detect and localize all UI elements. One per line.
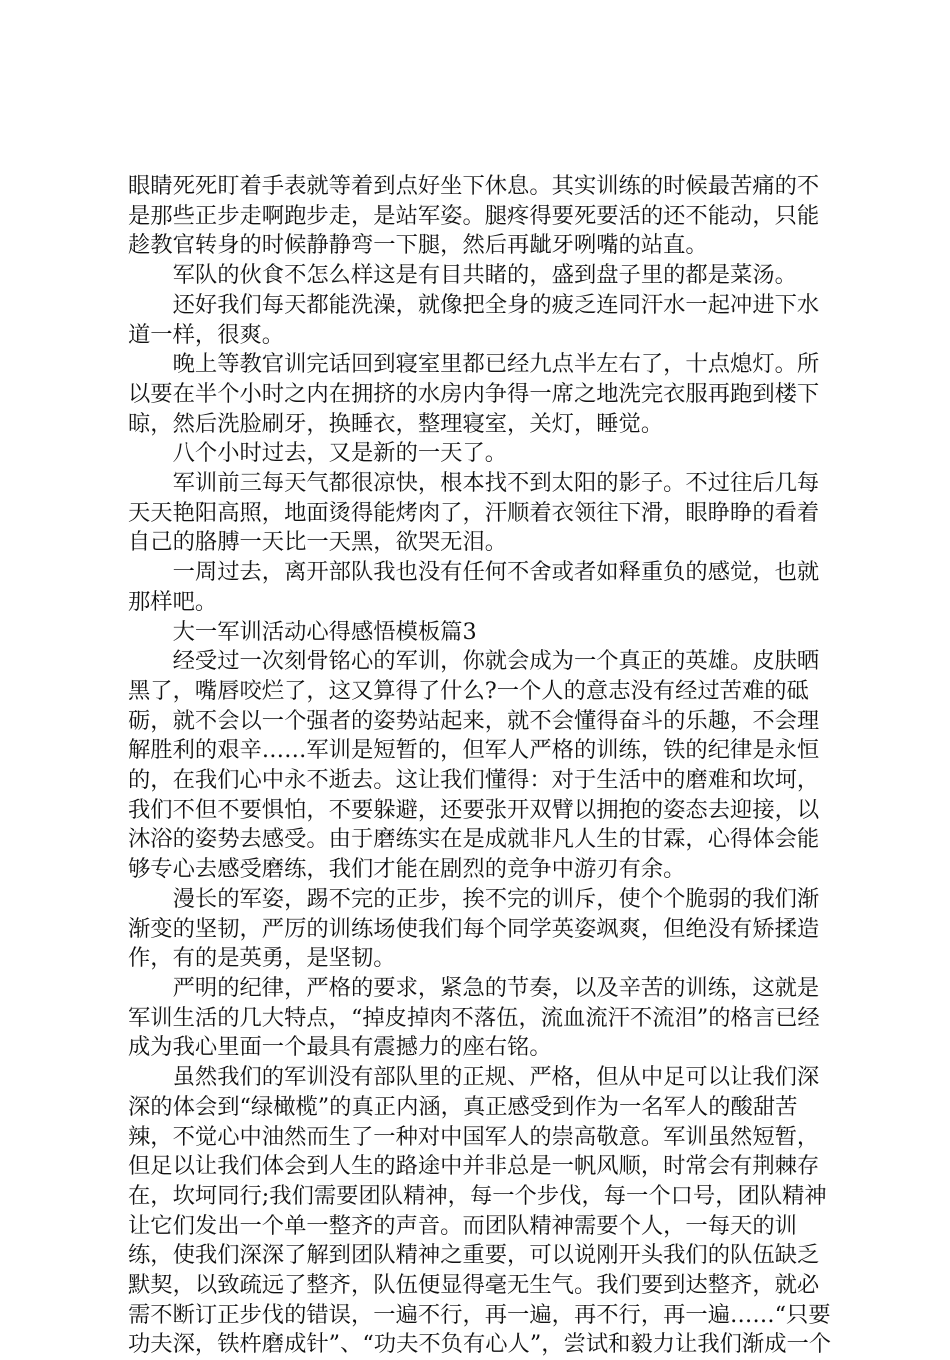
paragraph-2: 军队的伙食不怎么样这是有目共睹的，盛到盘子里的都是菜汤。 <box>172 262 797 289</box>
paragraph-6: 军训前三每天气都很凉快，根本找不到太阳的影子。不过往后几每天天艳阳高照，地面烫得能烤肉了，汗顺着衣领往下滑，眼睁睁的看着自己的胳膊一天比一天黑，欲哭无泪。 <box>128 470 820 556</box>
paragraph-4: 晚上等教官训完话回到寝室里都已经九点半左右了，十点熄灯。所以要在半个小时之内在拥挤的水房内争得一席之地洗完衣服再跑到楼下晾，然后洗脸刷牙，换睡衣，整理寝室，关灯，睡觉。 <box>128 351 820 437</box>
section-title: 大一军训活动心得感悟模板篇3 <box>172 618 477 645</box>
paragraph-7: 一周过去，离开部队我也没有任何不舍或者如释重负的感觉，也就那样吧。 <box>128 559 820 615</box>
paragraph-3: 还好我们每天都能洗澡，就像把全身的疲乏连同汗水一起冲进下水道一样，很爽。 <box>128 291 820 348</box>
document-body <box>128 172 838 1360</box>
section-paragraph-1: 经受过一次刻骨铭心的军训，你就会成为一个真正的英雄。皮肤晒黑了，嘴唇咬烂了，这又算得了什么?一个人的意志没有经过苦难的砥砺，就不会以一个强者的姿势站起来，就不会懂得奋斗的乐趣，不会理解胜利的艰辛……军训是短暂的，但军人严格的训练，铁的纪律是永恒的，在我们心中永不逝去。这让我们懂得：对于生活中的磨难和坎坷，我们不但不要惧怕，不要躲避，还要张开双臂以拥抱的姿态去迎接，以沐浴的姿势去感受。由于磨练实在是成就非凡人生的甘霖，心得体会能够专心去感受磨练，我们才能在剧烈的竞争中游刃有余。 <box>128 648 820 883</box>
paragraph-1: 眼睛死死盯着手表就等着到点好坐下休息。其实训练的时候最苦痛的不是那些正步走啊跑步走，是站军姿。腿疼得要死要活的还不能动，只能趁教官转身的时候静静弯一下腿，然后再龇牙咧嘴的站直。 <box>128 173 820 259</box>
section-paragraph-2: 漫长的军姿，踢不完的正步，挨不完的训斥，使个个脆弱的我们渐渐变的坚韧，严厉的训练场使我们每个同学英姿飒爽，但绝没有矫揉造作，有的是英勇，是坚韧。 <box>128 885 820 972</box>
section-paragraph-4: 虽然我们的军训没有部队里的正规、严格，但从中足可以让我们深深的体会到“绿橄榄”的真正内涵，真正感受到作为一名军人的酸甜苦辣，不觉心中油然而生了一种对中国军人的崇高敬意。军训虽然短暂，但足以让我们体会到人生的路途中并非总是一帆风顺，时常会有荆棘存在，坎坷同行;我们需要团队精神，每一个步伐，每一个口号，团队精神让它们发出一个单一整齐的声音。而团队精神需要个人，一每天的训练，使我们深深了解到团队精神之重要，可以说刚开头我们的队伍缺乏默契，以致疏远了整齐，队伍便显得毫无生气。我们要到达整齐，就必需不断订正步伐的错误，一遍不行，再一遍，再不行，再一遍……“只要功夫深，铁杵磨成针”、“功夫不负有心人”，尝试和毅力让我们渐成一个 <box>128 1064 832 1358</box>
paragraph-5: 八个小时过去，又是新的一天了。 <box>172 440 508 467</box>
section-paragraph-3: 严明的纪律，严格的要求，紧急的节奏，以及辛苦的训练，这就是军训生活的几大特点，“掉皮掉肉不落伍，流血流汗不流泪”的格言已经成为我心里面一个最具有震撼力的座右铭。 <box>128 974 820 1061</box>
